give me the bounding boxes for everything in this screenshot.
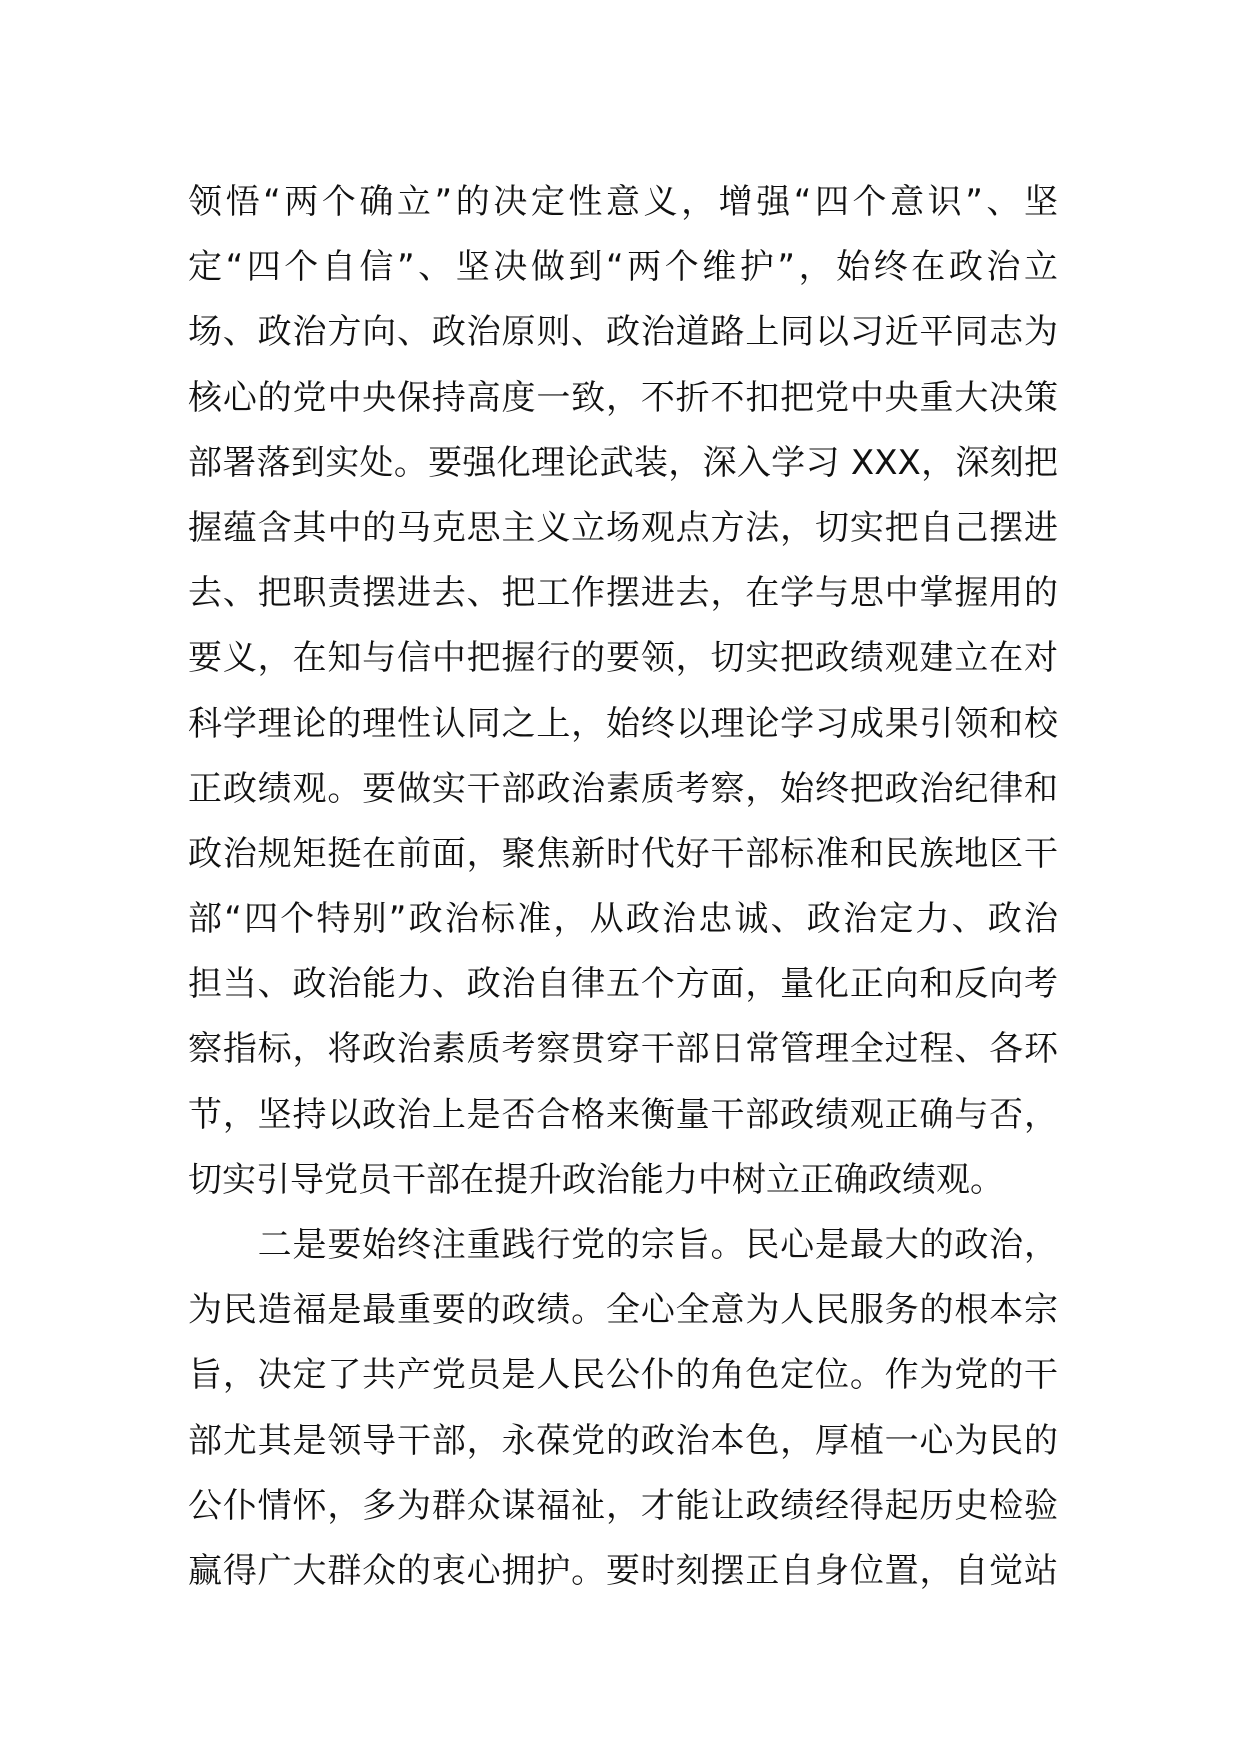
text-line: 担当、政治能力、政治自律五个方面，量化正向和反向考 [188, 964, 1058, 1005]
text-line: 领悟“两个确立”的决定性意义，增强“四个意识”、坚 [188, 182, 1058, 222]
text-line: 科学理论的理性认同之上，始终以理论学习成果引领和校 [188, 703, 1058, 744]
text-line: 切实引导党员干部在提升政治能力中树立正确政绩观。 [188, 1159, 1004, 1200]
document-body [188, 170, 1058, 1604]
paragraph-2 [188, 1213, 1058, 1604]
text-line: 要义，在知与信中把握行的要领，切实把政绩观建立在对 [188, 638, 1058, 679]
text-line: 节，坚持以政治上是否合格来衡量干部政绩观正确与否， [188, 1094, 1058, 1135]
text-line: 赢得广大群众的衷心拥护。要时刻摆正自身位置，自觉站 [188, 1550, 1058, 1591]
text-line: 二是要始终注重践行党的宗旨。民心是最大的政治， [188, 1225, 1058, 1265]
text-line: 政治规矩挺在前面，聚焦新时代好干部标准和民族地区干 [188, 833, 1058, 874]
text-line: 旨，决定了共产党员是人民公仆的角色定位。作为党的干 [188, 1355, 1058, 1396]
text-line: 正政绩观。要做实干部政治素质考察，始终把政治纪律和 [188, 768, 1058, 809]
text-line: 定“四个自信”、坚决做到“两个维护”，始终在政治立 [188, 247, 1058, 288]
text-line: 公仆情怀，多为群众谋福祉，才能让政绩经得起历史检验 [188, 1485, 1058, 1526]
text-line: 部尤其是领导干部，永葆党的政治本色，厚植一心为民的 [188, 1420, 1058, 1461]
text-line: 去、把职责摆进去、把工作摆进去，在学与思中掌握用的 [188, 573, 1058, 614]
text-line: 部署落到实处。要强化理论武装，深入学习 XXX，深刻把 [188, 442, 1058, 483]
text-line: 核心的党中央保持高度一致，不折不扣把党中央重大决策 [188, 377, 1058, 418]
text-line: 场、政治方向、政治原则、政治道路上同以习近平同志为 [188, 312, 1058, 353]
text-line: 部“四个特别”政治标准，从政治忠诚、政治定力、政治 [188, 899, 1058, 940]
text-line: 察指标，将政治素质考察贯穿干部日常管理全过程、各环 [188, 1029, 1058, 1070]
text-line: 握蕴含其中的马克思主义立场观点方法，切实把自己摆进 [188, 507, 1058, 548]
text-line: 为民造福是最重要的政绩。全心全意为人民服务的根本宗 [188, 1290, 1058, 1331]
paragraph-1 [188, 170, 1058, 1213]
